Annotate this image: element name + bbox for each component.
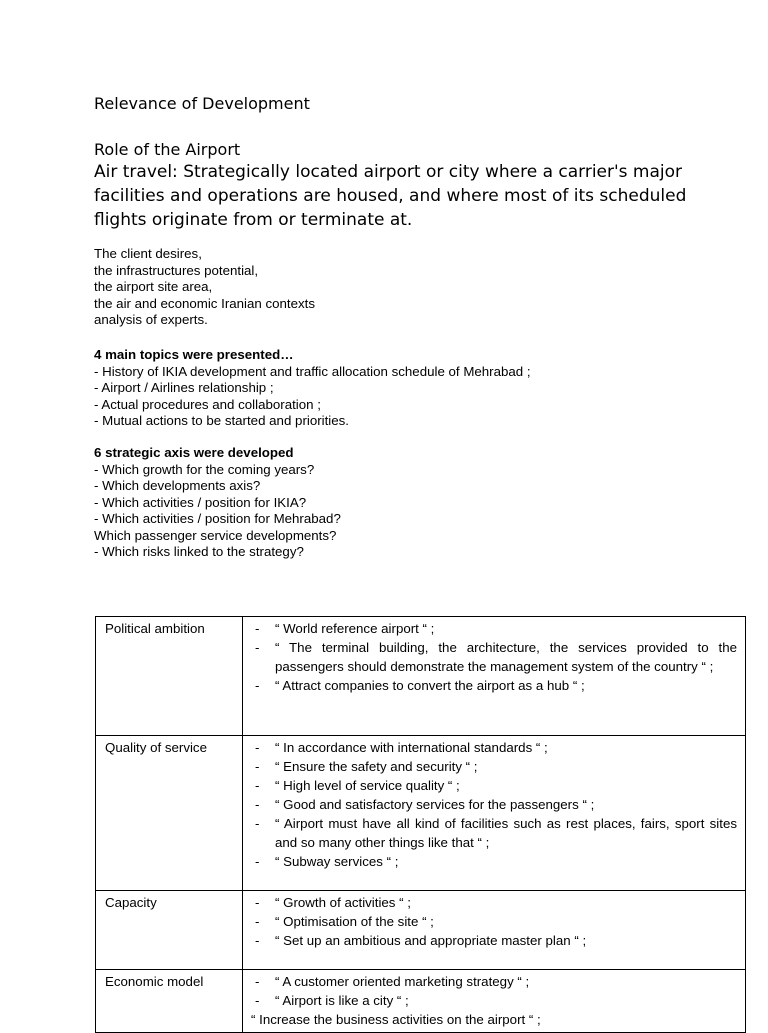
list-item: - “ World reference airport “ ; bbox=[251, 619, 737, 638]
topic-item: - Actual procedures and collaboration ; bbox=[94, 396, 321, 412]
list-item: - “ Ensure the safety and security “ ; bbox=[251, 757, 737, 776]
row-label: Economic model bbox=[96, 970, 243, 1033]
list-item: “ Increase the business activities on the airport “ ; bbox=[251, 1012, 541, 1027]
list-item: - “ A customer oriented marketing strategy “ ; bbox=[251, 972, 737, 991]
list-item: - “ Growth of activities “ ; bbox=[251, 893, 737, 912]
table-row bbox=[96, 891, 746, 970]
axis-item: - Which activities / position for Mehrabad? bbox=[94, 511, 341, 526]
list-item: - “ High level of service quality “ ; bbox=[251, 776, 737, 795]
relevance-heading: Relevance of Development bbox=[94, 94, 310, 113]
strategic-axes-table bbox=[95, 616, 746, 1033]
list-item: - “ The terminal building, the architecture, the services provided to the passengers should demonstrate the management system of the country “ ; bbox=[251, 638, 737, 676]
client-line: the infrastructures potential, bbox=[94, 262, 259, 278]
list-item: - “ Attract companies to convert the airport as a hub “ ; bbox=[251, 676, 737, 695]
topic-item: - History of IKIA development and traffic allocation schedule of Mehrabad ; bbox=[94, 363, 531, 379]
axes-title: 6 strategic axis were developed bbox=[94, 445, 294, 460]
role-description: Air travel: Strategically located airport or city where a carrier's major facilities and operations are housed, and where most of its scheduled flights originate from or terminate at. bbox=[94, 162, 687, 230]
list-item: - “ Set up an ambitious and appropriate master plan “ ; bbox=[251, 931, 737, 950]
row-items bbox=[243, 617, 746, 736]
table-row bbox=[96, 970, 746, 1033]
axis-item: - Which developments axis? bbox=[94, 478, 261, 493]
table-row bbox=[96, 736, 746, 891]
list-item: - “ Good and satisfactory services for the passengers “ ; bbox=[251, 795, 737, 814]
role-heading: Role of the Airport bbox=[94, 140, 241, 159]
client-line: the air and economic Iranian contexts bbox=[94, 295, 316, 311]
client-line: the airport site area, bbox=[94, 279, 213, 294]
axes-section bbox=[94, 445, 341, 561]
topics-title: 4 main topics were presented… bbox=[94, 347, 294, 362]
row-items bbox=[243, 970, 746, 1033]
row-label: Political ambition bbox=[96, 617, 243, 736]
row-items bbox=[243, 891, 746, 970]
list-item: - “ Airport must have all kind of facilities such as rest places, fairs, sport sites and so many other things like that “ ; bbox=[251, 814, 737, 852]
client-line: analysis of experts. bbox=[94, 312, 208, 327]
row-label: Quality of service bbox=[96, 736, 243, 891]
list-item: - “ In accordance with international standards “ ; bbox=[251, 738, 737, 757]
row-items bbox=[243, 736, 746, 891]
axis-item: - Which risks linked to the strategy? bbox=[94, 544, 304, 559]
client-line: The client desires, bbox=[94, 246, 202, 261]
row-label: Capacity bbox=[96, 891, 243, 970]
axis-item: Which passenger service developments? bbox=[94, 527, 337, 543]
role-section bbox=[94, 140, 694, 232]
client-list bbox=[94, 246, 315, 329]
axis-item: - Which activities / position for IKIA? bbox=[94, 494, 307, 510]
topic-item: - Airport / Airlines relationship ; bbox=[94, 380, 274, 395]
list-item: - “ Optimisation of the site “ ; bbox=[251, 912, 737, 931]
table-row bbox=[96, 617, 746, 736]
topic-item: - Mutual actions to be started and priorities. bbox=[94, 413, 349, 428]
list-item: - “ Subway services “ ; bbox=[251, 852, 737, 871]
topics-section bbox=[94, 347, 531, 430]
axis-item: - Which growth for the coming years? bbox=[94, 461, 315, 477]
list-item: - “ Airport is like a city “ ; bbox=[251, 991, 737, 1010]
